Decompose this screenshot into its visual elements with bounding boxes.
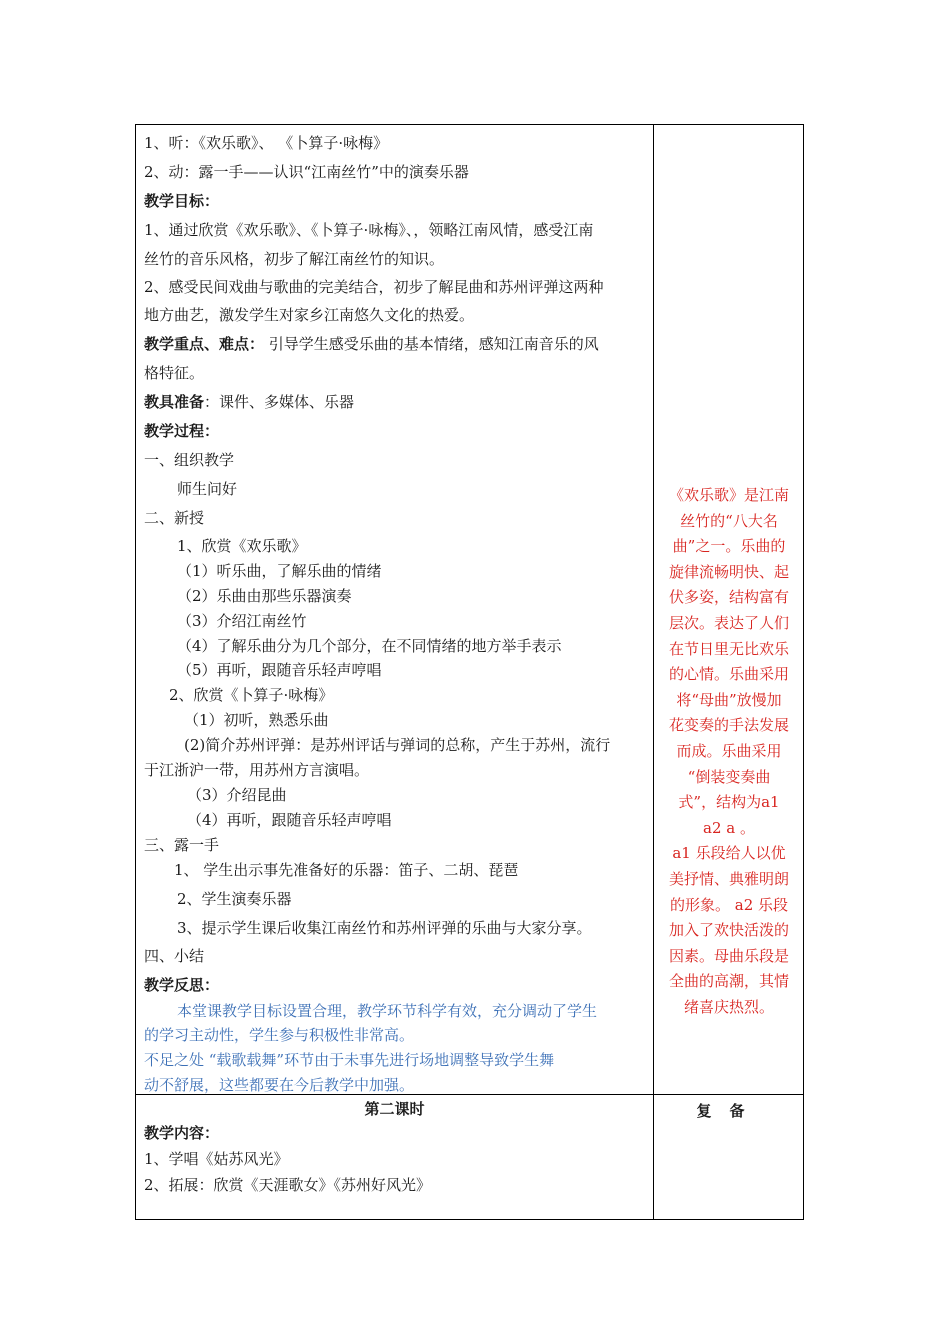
second-lesson-item: 1、学唱《姑苏风光》	[144, 1150, 289, 1168]
key-points-text: 引导学生感受乐曲的基本情绪，感知江南音乐的风	[264, 335, 599, 353]
process-step: 2、学生演奏乐器	[177, 890, 292, 908]
goal-line: 2、感受民间戏曲与歌曲的完美结合，初步了解昆曲和苏州评弹这两种	[144, 278, 604, 296]
process-step: 一、组织教学	[144, 451, 235, 469]
process-step: （3）介绍江南丝竹	[177, 612, 307, 630]
process-step: 于江浙沪一带，用苏州方言演唱。	[144, 761, 370, 779]
process-step: （1）初听，熟悉乐曲	[184, 711, 329, 729]
side-note-line: 层次。表达了人们	[668, 613, 789, 632]
process-step: （5）再听，跟随音乐轻声哼唱	[177, 661, 382, 679]
process-step: （2）乐曲由那些乐器演奏	[177, 587, 352, 605]
process-step: 三、露一手	[144, 836, 220, 854]
side-note-line: 丝竹的“八大名	[680, 511, 778, 530]
lesson-item: 2、动：露一手——认识“江南丝竹”中的演奏乐器	[144, 163, 469, 181]
lesson-plan-table	[135, 124, 804, 1220]
key-points-label: 教学重点、难点：	[144, 335, 265, 353]
tools-text: ：课件、多媒体、乐器	[204, 393, 355, 411]
second-lesson-item: 2、拓展：欣赏《天涯歌女》《苏州好风光》	[144, 1176, 432, 1194]
tools-label: 教具准备	[144, 393, 205, 411]
side-note-line: 而成。乐曲采用	[676, 741, 782, 760]
side-note-line: 旋律流畅明快、起	[668, 562, 789, 581]
side-note-line: 曲”之一。乐曲的	[672, 537, 786, 556]
key-points-cont: 格特征。	[144, 364, 205, 382]
side-note	[658, 483, 800, 1020]
process-step: 1、 学生出示事先准备好的乐器：笛子、二胡、琵琶	[174, 861, 519, 879]
process-step: 四、小结	[144, 947, 205, 965]
side-note-line: 伏多姿，结构富有	[668, 588, 789, 607]
side-note-line: 《欢乐歌》是江南	[668, 486, 789, 504]
process-step: 师生问好	[177, 480, 238, 498]
second-lesson-title: 第二课时	[364, 1100, 425, 1118]
tools-line	[144, 392, 354, 412]
goal-line: 1、通过欣赏《欢乐歌》、《卜算子·咏梅》、，领略江南风情，感受江南	[144, 221, 594, 239]
process-step: 1、欣赏《欢乐歌》	[177, 537, 307, 555]
process-step: 3、提示学生课后收集江南丝竹和苏州评弹的乐曲与大家分享。	[177, 919, 592, 937]
side-note-line: “倒装变奏曲	[687, 767, 771, 786]
reflection-line: 动不舒展，这些都要在今后教学中加强。	[144, 1076, 415, 1094]
side-note-line: 全曲的高潮，其情	[668, 972, 789, 991]
goals-heading: 教学目标：	[144, 192, 220, 210]
process-step: （4）了解乐曲分为几个部分，在不同情绪的地方举手表示	[177, 637, 562, 655]
process-step: （1）听乐曲，了解乐曲的情绪	[177, 562, 382, 580]
reflection-heading: 教学反思：	[144, 976, 220, 994]
reflection-line: 的学习主动性，学生参与积极性非常高。	[144, 1026, 415, 1044]
side-note-line: a1 乐段给人以优	[672, 844, 786, 863]
review-column-title: 复备	[696, 1102, 763, 1120]
side-note-line: a2 a 。	[703, 818, 755, 837]
side-note-line: 因素。母曲乐段是	[668, 946, 789, 965]
process-step: 2、欣赏《卜算子·咏梅》	[169, 686, 334, 704]
reflection-line: 不足之处 “载歌载舞”环节由于未事先进行场地调整导致学生舞	[144, 1051, 555, 1069]
side-note-line: 在节日里无比欢乐	[668, 639, 789, 658]
side-note-line: 式”，结构为a1	[678, 793, 780, 812]
column-divider	[653, 125, 654, 1219]
process-step: 二、新授	[144, 509, 205, 527]
process-heading: 教学过程：	[144, 422, 220, 440]
side-note-line: 绪喜庆热烈。	[683, 997, 774, 1016]
side-note-line: 美抒情、典雅明朗	[668, 869, 789, 888]
reflection-line: 本堂课教学目标设置合理，教学环节科学有效，充分调动了学生	[177, 1002, 598, 1020]
side-note-line: 加入了欢快活泼的	[668, 921, 789, 940]
side-note-line: 的心情。乐曲采用	[668, 665, 789, 684]
side-note-line: 将“母曲”放慢加	[676, 690, 782, 709]
goal-line: 地方曲艺，激发学生对家乡江南悠久文化的热爱。	[144, 306, 475, 324]
key-points-line	[144, 334, 599, 354]
process-step: （3）介绍昆曲	[187, 786, 287, 804]
goal-line: 丝竹的音乐风格，初步了解江南丝竹的知识。	[144, 250, 445, 268]
content-heading: 教学内容：	[144, 1124, 220, 1142]
process-step: （4）再听，跟随音乐轻声哼唱	[187, 811, 392, 829]
lesson-item: 1、听：《欢乐歌》、 《卜算子·咏梅》	[144, 134, 389, 152]
side-note-line: 的形象。 a2 乐段	[669, 895, 789, 914]
side-note-line: 花变奏的手法发展	[668, 716, 789, 735]
process-step: (2)简介苏州评弹：是苏州评话与弹词的总称，产生于苏州，流行	[184, 736, 611, 754]
